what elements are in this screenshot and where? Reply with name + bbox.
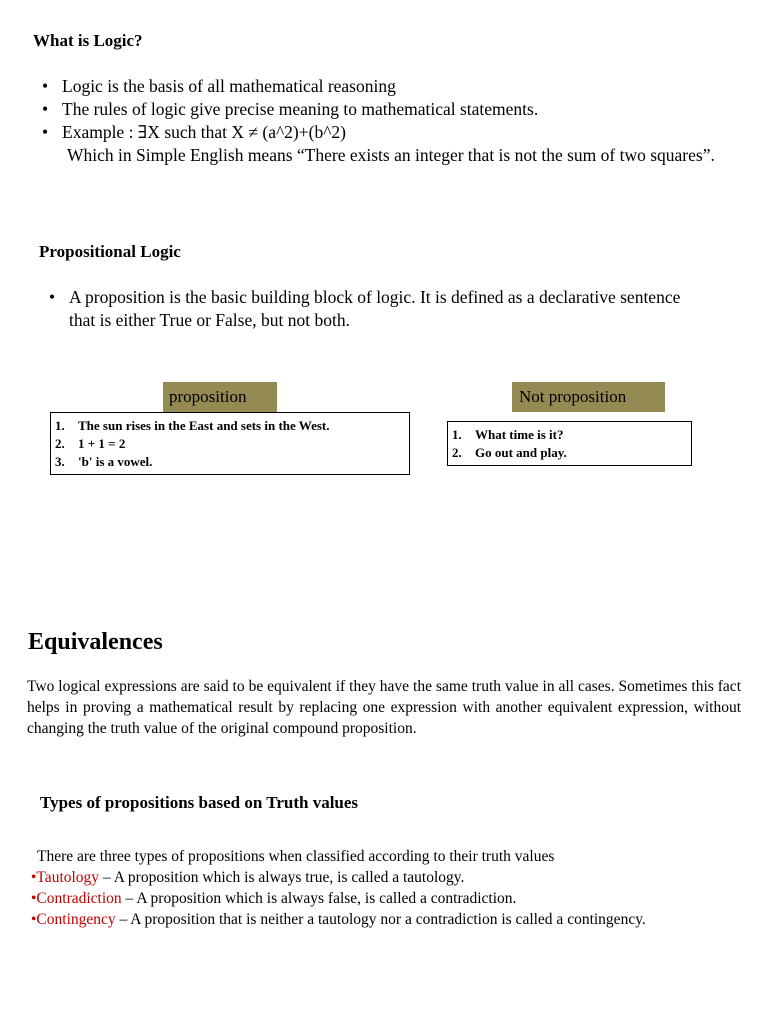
term-contingency: •Contingency: [31, 911, 116, 928]
item-text: What time is it?: [475, 427, 564, 442]
item-text: Go out and play.: [475, 445, 567, 460]
item-number: 2.: [452, 445, 462, 460]
logic-bullet-list: [40, 75, 740, 144]
list-item: [452, 426, 691, 444]
term-description: – A proposition which is always false, is called a contradiction.: [121, 890, 517, 907]
logic-heading: What is Logic?: [33, 31, 143, 50]
item-text: 'b' is a vowel.: [78, 454, 153, 469]
logic-bullet-example: • Example : ∃X such that X ≠ (a^2)+(b^2): [40, 121, 740, 144]
not-proposition-tag: Not proposition: [512, 382, 665, 412]
not-proposition-examples-list: [452, 426, 691, 462]
item-text: 1 + 1 = 2: [78, 436, 126, 451]
item-number: 1.: [55, 418, 65, 433]
term-description: – A proposition which is always true, is called a tautology.: [99, 869, 465, 886]
example-explanation: Which in Simple English means “There exists an integer that is not the sum of two squares”.: [67, 145, 715, 165]
equivalences-paragraph: Two logical expressions are said to be equivalent if they have the same truth value in all cases. Sometimes this fact helps in proving a mathematical result by replacing one expression with another equivalent expression, without changing the truth value of the original compound proposition.: [27, 678, 741, 737]
term-contradiction: •Contradiction: [31, 890, 122, 907]
propositional-bullet-list: [47, 286, 687, 332]
proposition-examples-box: [50, 412, 410, 475]
list-item: [55, 417, 409, 435]
item-number: 3.: [55, 454, 65, 469]
logic-bullet: • The rules of logic give precise meaning to mathematical statements.: [40, 98, 740, 121]
logic-bullet: • Logic is the basis of all mathematical reasoning: [40, 75, 740, 98]
term-description: – A proposition that is neither a tautology nor a contradiction is called a contingency.: [115, 911, 646, 928]
item-number: 2.: [55, 436, 65, 451]
propositional-bullet: • A proposition is the basic building block of logic. It is defined as a declarative sentence that is either True or False, but not both.: [47, 286, 687, 332]
equivalences-heading: Equivalences: [28, 629, 163, 655]
propositional-heading: Propositional Logic: [39, 242, 181, 261]
types-intro: There are three types of propositions when classified according to their truth values: [37, 848, 555, 865]
list-item: [31, 888, 646, 909]
list-item: [55, 435, 409, 453]
item-text: The sun rises in the East and sets in the West.: [78, 418, 330, 433]
list-item: [31, 909, 646, 930]
item-number: 1.: [452, 427, 462, 442]
not-proposition-examples-box: [447, 421, 692, 466]
types-heading: Types of propositions based on Truth values: [40, 793, 359, 812]
proposition-tag: proposition: [163, 382, 277, 412]
list-item: [452, 444, 691, 462]
list-item: [31, 867, 646, 888]
list-item: [55, 453, 409, 471]
types-list: [31, 867, 646, 930]
proposition-examples-list: [55, 417, 409, 471]
term-tautology: •Tautology: [31, 869, 100, 886]
